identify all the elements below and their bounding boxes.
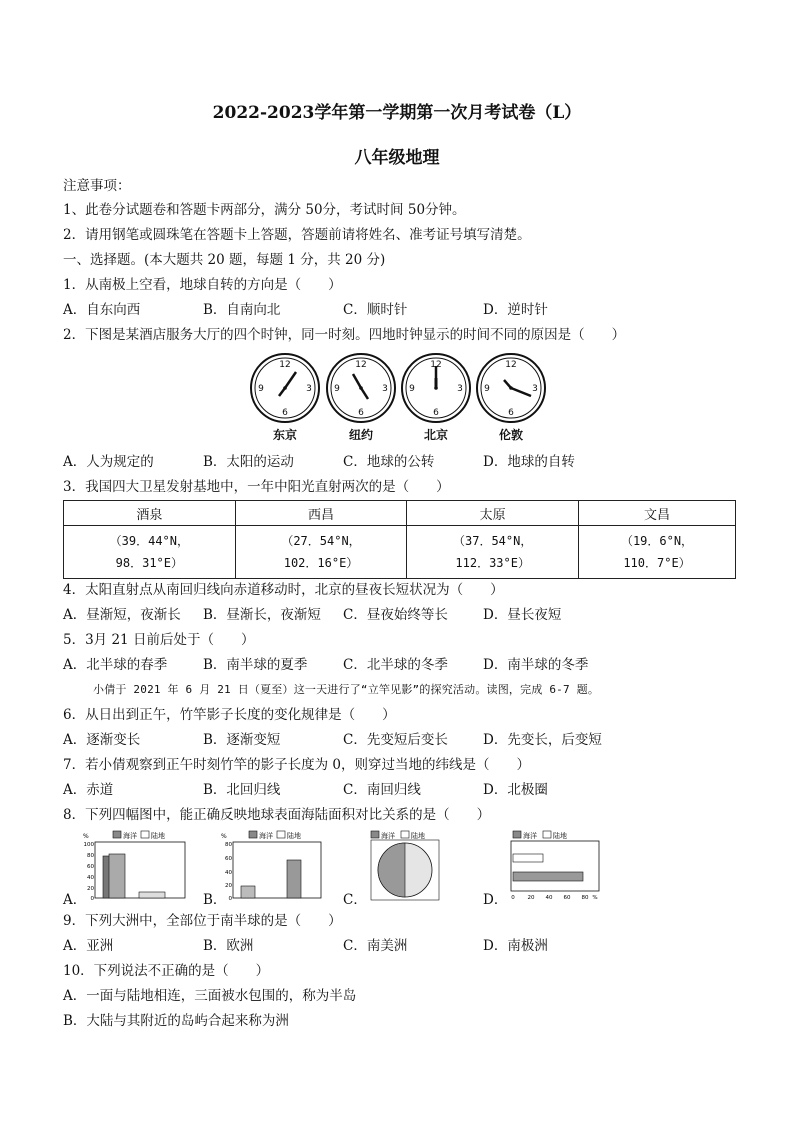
question-1: 1．从南极上空看，地球自转的方向是（ ） bbox=[63, 277, 342, 293]
tick-label: 0 bbox=[90, 896, 94, 902]
clock-numeral: 3 bbox=[382, 384, 388, 394]
q5-option-a: A．北半球的春季 bbox=[63, 657, 168, 673]
tick-label: 100 bbox=[83, 842, 94, 848]
notice-item-2: 2．请用钢笔或圆珠笔在答题卡上答题，答题前请将姓名、准考证号填写清楚。 bbox=[63, 227, 531, 243]
q1-option-c: C．顺时针 bbox=[343, 302, 408, 318]
q6-option-b: B．逐渐变短 bbox=[203, 732, 281, 748]
q8-letter-c: C． bbox=[343, 892, 367, 908]
clock-numeral: 12 bbox=[279, 360, 291, 370]
tick-label: 0 bbox=[228, 896, 232, 902]
tick-label: 40 bbox=[87, 875, 94, 881]
bar-land bbox=[513, 854, 543, 862]
clock-city-beijing: 北京 bbox=[423, 428, 449, 442]
q8-figure-a bbox=[81, 830, 189, 906]
clock-numeral: 3 bbox=[532, 384, 538, 394]
q8-chart-d bbox=[505, 830, 605, 902]
question-4-options bbox=[63, 606, 743, 624]
q2-option-b: B．太阳的运动 bbox=[203, 454, 294, 470]
bar-land bbox=[287, 860, 301, 898]
q4-option-d: D．昼长夜短 bbox=[483, 607, 562, 623]
q5-option-c: C．北半球的冬季 bbox=[343, 657, 448, 673]
q6-option-d: D．先变长，后变短 bbox=[483, 732, 602, 748]
question-7-options bbox=[63, 781, 743, 799]
exam-subtitle: 八年级地理 bbox=[354, 148, 440, 168]
tick-label: 60 bbox=[225, 856, 232, 862]
q8-letter-d: D． bbox=[483, 892, 508, 908]
table-cell bbox=[235, 526, 407, 579]
clock-numeral: 12 bbox=[430, 360, 442, 370]
q8-figures bbox=[63, 830, 743, 908]
q8-letter-b: B． bbox=[203, 892, 227, 908]
q7-option-d: D．北极圈 bbox=[483, 782, 548, 798]
table-cell bbox=[64, 526, 236, 579]
question-6-options bbox=[63, 731, 743, 749]
legend-ocean: 海洋 bbox=[123, 832, 137, 840]
coord-lon: 112．33°E） bbox=[455, 556, 530, 570]
question-8: 8．下列四幅图中，能正确反映地球表面海陆面积对比关系的是（ ） bbox=[63, 807, 491, 823]
exam-title: 2022-2023学年第一学期第一次月考试卷（L） bbox=[212, 103, 582, 123]
tick-label: 20 bbox=[225, 883, 232, 889]
coord-lon: 110．7°E） bbox=[623, 556, 691, 570]
clock-numeral: 6 bbox=[358, 408, 364, 418]
question-10: 10．下列说法不正确的是（ ） bbox=[63, 963, 270, 979]
tick-label: 40 bbox=[545, 895, 553, 901]
tick-label: 80 bbox=[581, 895, 589, 901]
q2-option-c: C．地球的公转 bbox=[343, 454, 435, 470]
legend-land: 陆地 bbox=[287, 832, 301, 840]
notice-heading: 注意事项： bbox=[63, 178, 131, 194]
clocks-svg bbox=[248, 352, 558, 444]
q8-chart-a bbox=[81, 830, 189, 902]
axis-unit: % bbox=[83, 833, 89, 840]
q10-option-b: B．大陆与其附近的岛屿合起来称为洲 bbox=[63, 1013, 289, 1029]
coord-lat: （37．54°N， bbox=[453, 534, 533, 548]
legend-land: 陆地 bbox=[553, 832, 567, 840]
clock-numeral: 12 bbox=[505, 360, 517, 370]
legend-ocean: 海洋 bbox=[259, 832, 273, 840]
q5-option-d: D．南半球的冬季 bbox=[483, 657, 589, 673]
clock-numeral: 9 bbox=[334, 384, 340, 394]
table-header-row bbox=[64, 501, 736, 526]
q6-option-a: A．逐渐变长 bbox=[63, 732, 141, 748]
clock-city-london: 伦敦 bbox=[498, 428, 524, 442]
table-cell bbox=[407, 526, 579, 579]
clock-numeral: 3 bbox=[306, 384, 312, 394]
q8-chart-b bbox=[219, 830, 327, 902]
clock-city-newyork: 纽约 bbox=[348, 428, 374, 442]
bar-ocean-3d bbox=[109, 854, 125, 898]
q1-option-a: A．自东向西 bbox=[63, 302, 141, 318]
q10-option-a: A．一面与陆地相连，三面被水包围的，称为半岛 bbox=[63, 988, 357, 1004]
q8-figure-d bbox=[505, 830, 605, 906]
q6-option-c: C．先变短后变长 bbox=[343, 732, 448, 748]
table-row bbox=[64, 526, 736, 579]
q7-option-c: C．南回归线 bbox=[343, 782, 421, 798]
launch-base-table bbox=[63, 500, 736, 579]
question-7: 7．若小倩观察到正午时刻竹竿的影子长度为 0，则穿过当地的纬线是（ ） bbox=[63, 757, 530, 773]
clock-numeral: 9 bbox=[484, 384, 490, 394]
clock-numeral: 9 bbox=[409, 384, 415, 394]
notice-item-1: 1、此卷分试题卷和答题卡两部分，满分 50分，考试时间 50分钟。 bbox=[63, 202, 466, 218]
coord-lon: 98．31°E） bbox=[115, 556, 184, 570]
clock-city-tokyo: 东京 bbox=[272, 428, 298, 442]
legend-ocean: 海洋 bbox=[523, 832, 537, 840]
question-3: 3．我国四大卫星发射基地中，一年中阳光直射两次的是（ ） bbox=[63, 479, 450, 495]
q8-chart-c bbox=[369, 830, 449, 902]
clock-numeral: 6 bbox=[282, 408, 288, 418]
q4-option-a: A．昼渐短，夜渐长 bbox=[63, 607, 181, 623]
tick-label: 80 bbox=[225, 842, 232, 848]
table-header-cell: 酒泉 bbox=[64, 501, 236, 526]
question-9: 9．下列大洲中，全部位于南半球的是（ ） bbox=[63, 913, 342, 929]
table-cell bbox=[579, 526, 736, 579]
coord-lat: （39．44°N， bbox=[109, 534, 190, 548]
question-9-options bbox=[63, 937, 743, 955]
q5-option-b: B．南半球的夏季 bbox=[203, 657, 308, 673]
question-2: 2．下图是某酒店服务大厅的四个时钟，同一时刻。四地时钟显示的时间不同的原因是（ ） bbox=[63, 327, 626, 343]
question-5: 5．3月 21 日前后处于（ ） bbox=[63, 632, 255, 648]
bar-ocean bbox=[513, 872, 583, 881]
legend-ocean: 海洋 bbox=[381, 832, 395, 840]
clock-numeral: 12 bbox=[355, 360, 367, 370]
clock-numeral: 6 bbox=[433, 408, 439, 418]
q4-option-b: B．昼渐长，夜渐短 bbox=[203, 607, 321, 623]
table-header-cell: 文昌 bbox=[579, 501, 736, 526]
q1-option-d: D．逆时针 bbox=[483, 302, 548, 318]
tick-label: 40 bbox=[225, 870, 232, 876]
bar-land bbox=[139, 892, 165, 898]
pie-ocean bbox=[378, 843, 405, 897]
clock-numeral: 9 bbox=[258, 384, 264, 394]
clocks-figure bbox=[248, 352, 558, 444]
coord-lat: （19．6°N， bbox=[620, 534, 694, 548]
q9-option-d: D．南极洲 bbox=[483, 938, 548, 954]
section-heading: 一、选择题。(本大题共 20 题，每题 1 分，共 20 分) bbox=[63, 252, 386, 268]
question-1-options bbox=[63, 301, 743, 319]
q7-option-a: A．赤道 bbox=[63, 782, 114, 798]
tick-label: 60 bbox=[563, 895, 571, 901]
tick-label: 80 bbox=[87, 853, 94, 859]
tick-label: 60 bbox=[87, 864, 94, 870]
coord-lon: 102．16°E） bbox=[283, 556, 359, 570]
q8-figure-b bbox=[219, 830, 327, 906]
q9-option-c: C．南美洲 bbox=[343, 938, 408, 954]
question-6: 6．从日出到正午，竹竿影子长度的变化规律是（ ） bbox=[63, 707, 396, 723]
bar-ocean bbox=[241, 886, 255, 898]
table-header-cell: 太原 bbox=[407, 501, 579, 526]
coord-lat: （27．54°N， bbox=[281, 534, 361, 548]
note-q6-7: 小倩于 2021 年 6 月 21 日（夏至）这一天进行了“立竿见影”的探究活动。读图，完成 6-7 题。 bbox=[93, 683, 600, 696]
q8-figure-c bbox=[369, 830, 449, 906]
tick-label: 20 bbox=[87, 886, 94, 892]
question-4: 4．太阳直射点从南回归线向赤道移动时，北京的昼夜长短状况为（ ） bbox=[63, 582, 504, 598]
tick-label: 20 bbox=[527, 895, 535, 901]
table-header-cell: 西昌 bbox=[235, 501, 407, 526]
question-5-options bbox=[63, 656, 743, 674]
q4-option-c: C．昼夜始终等长 bbox=[343, 607, 448, 623]
clock-numeral: 3 bbox=[457, 384, 463, 394]
q9-option-a: A．亚洲 bbox=[63, 938, 114, 954]
clock-numeral: 6 bbox=[508, 408, 514, 418]
q2-option-a: A．人为规定的 bbox=[63, 454, 154, 470]
q9-option-b: B．欧洲 bbox=[203, 938, 254, 954]
legend-land: 陆地 bbox=[151, 832, 165, 840]
question-2-options bbox=[63, 453, 743, 471]
q1-option-b: B．自南向北 bbox=[203, 302, 281, 318]
legend-land: 陆地 bbox=[411, 832, 425, 840]
q7-option-b: B．北回归线 bbox=[203, 782, 281, 798]
axis-unit: % bbox=[221, 833, 227, 840]
axis-unit: % bbox=[592, 895, 598, 901]
q2-option-d: D．地球的自转 bbox=[483, 454, 575, 470]
q8-letter-a: A． bbox=[63, 892, 87, 908]
tick-label: 0 bbox=[511, 895, 515, 901]
